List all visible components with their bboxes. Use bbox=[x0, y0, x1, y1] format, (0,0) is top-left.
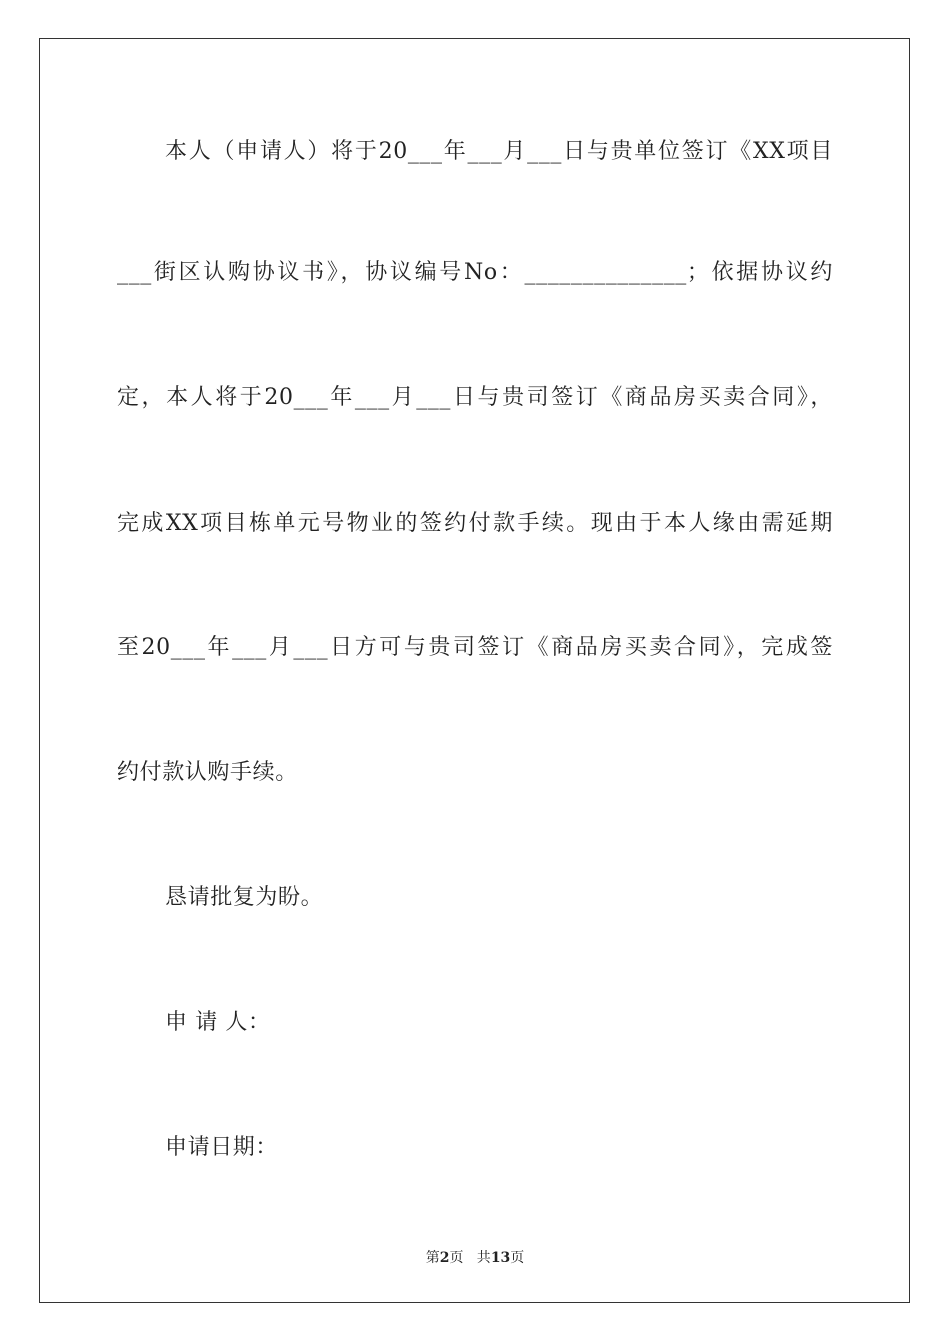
applicant-label: 申 请 人： bbox=[165, 1010, 271, 1035]
paragraph-line-3: 定，本人将于20___年___月___日与贵司签订《商品房买卖合同》， bbox=[117, 385, 833, 410]
page-footer bbox=[0, 1247, 950, 1267]
total-pages-number: 13 bbox=[490, 1250, 511, 1266]
paragraph-line-5: 至20___年___月___日方可与贵司签订《商品房买卖合同》，完成签 bbox=[117, 635, 833, 660]
current-page-number: 2 bbox=[439, 1250, 450, 1266]
footer-suffix: 页 bbox=[510, 1250, 525, 1266]
footer-prefix: 第 bbox=[425, 1250, 440, 1266]
paragraph-line-6: 约付款认购手续。 bbox=[117, 760, 298, 785]
paragraph-line-2: ___街区认购协议书》，协议编号No：______________；依据协议约 bbox=[117, 260, 833, 285]
paragraph-line-4: 完成XX项目栋单元号物业的签约付款手续。现由于本人缘由需延期 bbox=[117, 511, 833, 536]
footer-middle: 页 共 bbox=[449, 1250, 491, 1266]
closing-request: 恳请批复为盼。 bbox=[165, 885, 324, 910]
application-date-label: 申请日期： bbox=[165, 1135, 279, 1160]
paragraph-line-1: 本人（申请人）将于20___年___月___日与贵单位签订《XX项目 bbox=[165, 139, 833, 164]
page-border bbox=[39, 38, 910, 1303]
